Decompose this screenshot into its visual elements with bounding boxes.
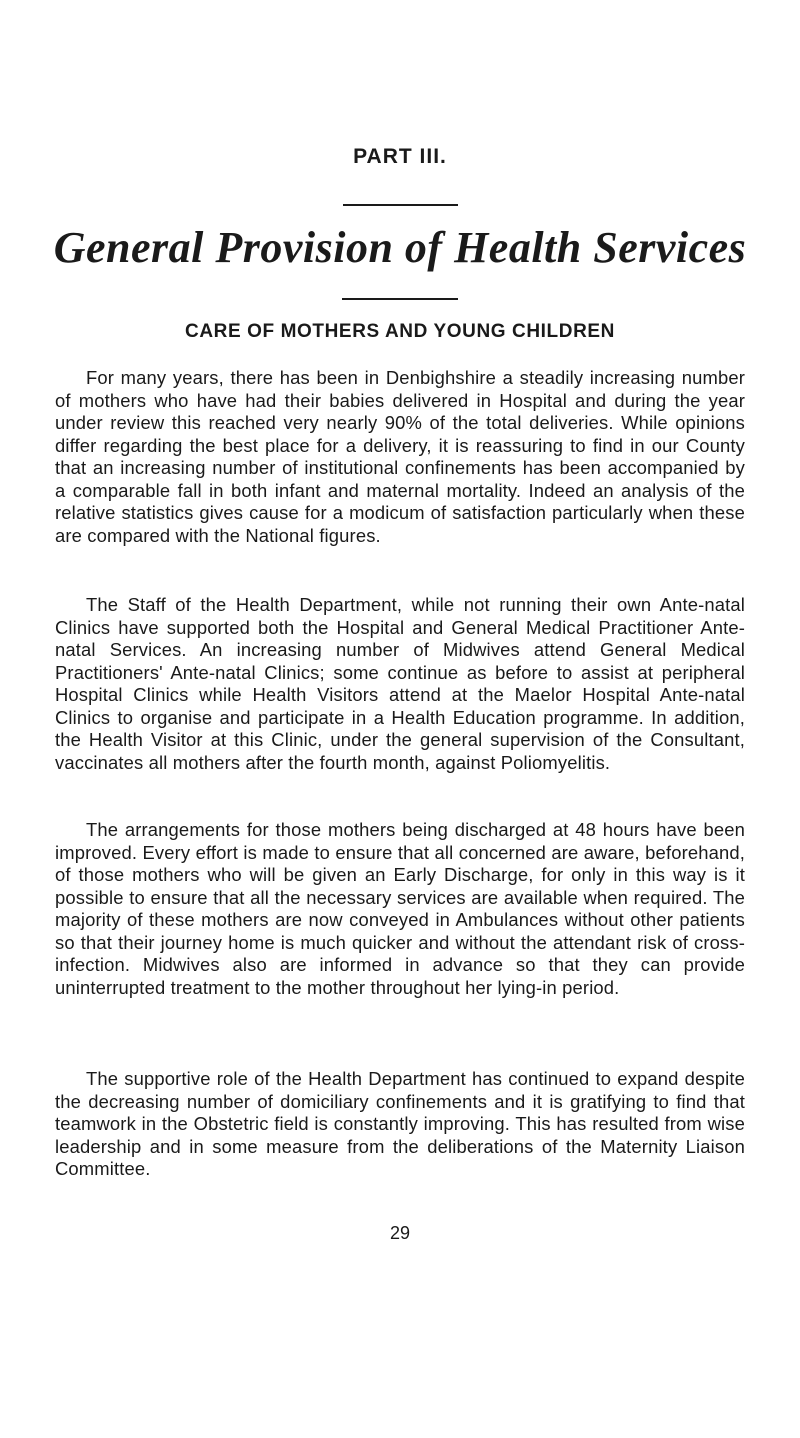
part-label: PART III. (353, 145, 447, 168)
paragraph: The supportive role of the Health Department has continued to expand despite the decreasing number of domiciliary confinements and it is gratifying to find that teamwork in the Obstetric field is constantly improving. This has resulted from wise leadership and in some measure from the deliberations of the Maternity Liaison Committee. (55, 1068, 745, 1179)
paragraph: The arrangements for those mothers being discharged at 48 hours have been improved. Every effort is made to ensure that all concerned are aware, beforehand, of those mothers who will be given an Early Discharge, for only in this way is it possible to ensure that all the necessary services are available when required. The majority of these mothers are now conveyed in Ambulances without other patients so that their journey home is much quicker and without the attendant risk of cross-infection. Midwives also are informed in advance so that they can provide uninterrupted treatment to the mother throughout her lying-in period. (55, 819, 745, 998)
paragraph: For many years, there has been in Denbighshire a steadily increasing number of mothers who have had their babies delivered in Hospital and during the year under review this reached very nearly 90% of the total deliveries. While opinions differ regarding the best place for a delivery, it is reassuring to find in our County that an increasing number of institutional confinements has been accompanied by a comparable fall in both infant and maternal mortality. Indeed an analysis of the relative statistics gives cause for a modicum of satisfaction particularly when these are compared with the National figures. (55, 367, 745, 546)
divider-rule (342, 298, 458, 300)
divider-rule (343, 204, 458, 206)
paragraph: The Staff of the Health Department, while not running their own Ante-natal Clinics have supported both the Hospital and General Medical Practitioner Ante-natal Services. An increasing number of Midwives attend General Medical Practitioners' Ante-natal Clinics; some continue as before to assist at peripheral Hospital Clinics while Health Visitors attend at the Maelor Hospital Ante-natal Clinics to organise and participate in a Health Education programme. In addition, the Health Visitor at this Clinic, under the general supervision of the Consultant, vaccinates all mothers after the fourth month, against Poliomyelitis. (55, 594, 745, 773)
section-heading: CARE OF MOTHERS AND YOUNG CHILDREN (185, 321, 615, 342)
page-title: General Provision of Health Services (53, 223, 747, 272)
page-number: 29 (389, 1223, 411, 1243)
